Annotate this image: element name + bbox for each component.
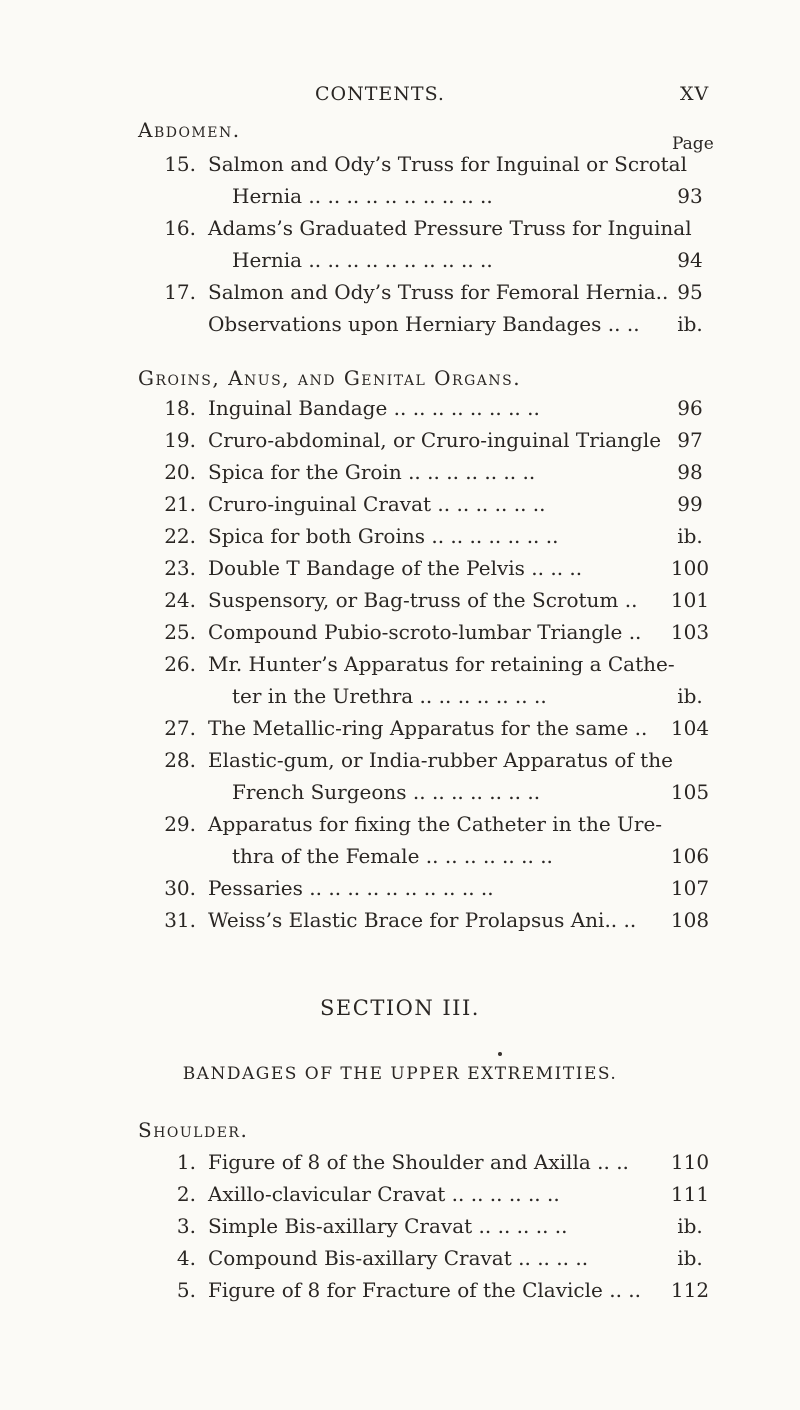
contents-entry (160, 148, 720, 212)
entry-title: Adams’s Graduated Pressure Truss for Inguinal (208, 216, 692, 240)
entry-number: 19. (164, 428, 196, 452)
entry-number: 25. (164, 620, 196, 644)
entry-page: ib. (677, 684, 703, 708)
contents-entry (160, 872, 720, 904)
entry-page: 110 (670, 1150, 710, 1174)
entry-title: Spica for the Groin .. .. .. .. .. .. .. (208, 460, 536, 484)
entry-title: Compound Bis-axillary Cravat .. .. .. .. (208, 1246, 589, 1270)
ornament-dot (498, 1052, 502, 1056)
entry-number: 24. (164, 588, 196, 612)
entry-number: 3. (176, 1214, 196, 1238)
entry-title-continued: thra of the Female .. .. .. .. .. .. .. (232, 844, 553, 868)
entry-title: Figure of 8 for Fracture of the Clavicle .. .. (208, 1278, 641, 1302)
entry-page: 98 (677, 460, 703, 484)
section-heading-abdomen: Abdomen. (138, 118, 241, 142)
entry-title: Elastic-gum, or India-rubber Apparatus of the (208, 748, 673, 772)
entry-title: Mr. Hunter’s Apparatus for retaining a Cathe- (208, 652, 675, 676)
entry-page: 100 (670, 556, 710, 580)
entry-number: 20. (164, 460, 196, 484)
running-title: CONTENTS. (315, 83, 445, 105)
contents-entry (160, 552, 720, 584)
contents-entry (160, 456, 720, 488)
entry-page: 95 (677, 280, 703, 304)
entry-page: ib. (677, 1246, 703, 1270)
entry-page: 101 (670, 588, 710, 612)
section-heading-groins: Groins, Anus, and Genital Organs. (138, 366, 522, 390)
contents-entry (160, 392, 720, 424)
entry-title: Observations upon Herniary Bandages .. .. (208, 312, 640, 336)
entry-number: 18. (164, 396, 196, 420)
entry-title: Apparatus for fixing the Catheter in the Ure- (208, 812, 663, 836)
contents-entry (160, 520, 720, 552)
entry-title: Spica for both Groins .. .. .. .. .. .. .. (208, 524, 559, 548)
contents-entry (160, 744, 720, 808)
entry-number: 1. (176, 1150, 196, 1174)
entry-page: ib. (677, 1214, 703, 1238)
entry-page: 108 (670, 908, 710, 932)
entry-number: 27. (164, 716, 196, 740)
entry-title: Compound Pubio-scroto-lumbar Triangle .. (208, 620, 642, 644)
entry-title: Pessaries .. .. .. .. .. .. .. .. .. .. (208, 876, 494, 900)
contents-entry (160, 308, 720, 340)
entry-number: 16. (164, 216, 196, 240)
entry-number: 31. (164, 908, 196, 932)
entry-number: 22. (164, 524, 196, 548)
entry-title-continued: French Surgeons .. .. .. .. .. .. .. (232, 780, 541, 804)
contents-entry (160, 212, 720, 276)
entry-number: 21. (164, 492, 196, 516)
contents-entry (160, 648, 720, 712)
page-folio: XV (680, 83, 710, 105)
entry-page: 94 (677, 248, 703, 272)
entry-title: Cruro-abdominal, or Cruro-inguinal Triangle (208, 428, 662, 452)
running-head (0, 83, 800, 109)
entry-title: Axillo-clavicular Cravat .. .. .. .. .. .. (208, 1182, 560, 1206)
contents-entry (160, 488, 720, 520)
entry-page: ib. (677, 524, 703, 548)
entry-page: 111 (670, 1182, 710, 1206)
contents-entry (160, 904, 720, 936)
contents-entry (160, 424, 720, 456)
entry-number: 29. (164, 812, 196, 836)
section-heading-shoulder: Shoulder. (138, 1118, 249, 1142)
entry-title: Weiss’s Elastic Brace for Prolapsus Ani.. .. (208, 908, 637, 932)
entry-title: Salmon and Ody’s Truss for Inguinal or Scrotal (208, 152, 687, 176)
contents-entry (160, 808, 720, 872)
entry-title: The Metallic-ring Apparatus for the same .. (208, 716, 648, 740)
entry-page: 99 (677, 492, 703, 516)
entry-number: 26. (164, 652, 196, 676)
entry-number: 28. (164, 748, 196, 772)
entry-title: Cruro-inguinal Cravat .. .. .. .. .. .. (208, 492, 546, 516)
entry-page: 93 (677, 184, 703, 208)
entry-number: 15. (164, 152, 196, 176)
entry-page: 96 (677, 396, 703, 420)
contents-entry (160, 616, 720, 648)
contents-entry (160, 276, 720, 308)
entry-title: Salmon and Ody’s Truss for Femoral Hernia.. (208, 280, 669, 304)
entry-title: Simple Bis-axillary Cravat .. .. .. .. .. (208, 1214, 568, 1238)
entry-title: Double T Bandage of the Pelvis .. .. .. (208, 556, 583, 580)
entry-page: 107 (670, 876, 710, 900)
entry-number: 2. (176, 1182, 196, 1206)
section-title: SECTION III. (320, 996, 480, 1020)
entry-page: 105 (670, 780, 710, 804)
section-subtitle: BANDAGES OF THE UPPER EXTREMITIES. (182, 1064, 618, 1084)
entry-title-continued: ter in the Urethra .. .. .. .. .. .. .. (232, 684, 547, 708)
entry-number: 5. (176, 1278, 196, 1302)
entry-title-continued: Hernia .. .. .. .. .. .. .. .. .. .. (232, 184, 493, 208)
entry-number: 30. (164, 876, 196, 900)
entry-title-continued: Hernia .. .. .. .. .. .. .. .. .. .. (232, 248, 493, 272)
contents-entry (160, 584, 720, 616)
entry-page: ib. (677, 312, 703, 336)
entry-number: 23. (164, 556, 196, 580)
entry-title: Suspensory, or Bag-truss of the Scrotum .. (208, 588, 638, 612)
entry-title: Inguinal Bandage .. .. .. .. .. .. .. .. (208, 396, 540, 420)
contents-entry (160, 712, 720, 744)
page-column-label: Page (672, 134, 714, 154)
entry-page: 97 (677, 428, 703, 452)
entry-number: 17. (164, 280, 196, 304)
contents-entry (160, 1146, 720, 1178)
entry-page: 103 (670, 620, 710, 644)
entry-title: Figure of 8 of the Shoulder and Axilla .. .. (208, 1150, 629, 1174)
contents-entry (160, 1274, 720, 1306)
contents-entry (160, 1242, 720, 1274)
entry-page: 104 (670, 716, 710, 740)
entry-page: 112 (670, 1278, 710, 1302)
entry-number: 4. (176, 1246, 196, 1270)
entry-page: 106 (670, 844, 710, 868)
contents-entry (160, 1178, 720, 1210)
contents-entry (160, 1210, 720, 1242)
